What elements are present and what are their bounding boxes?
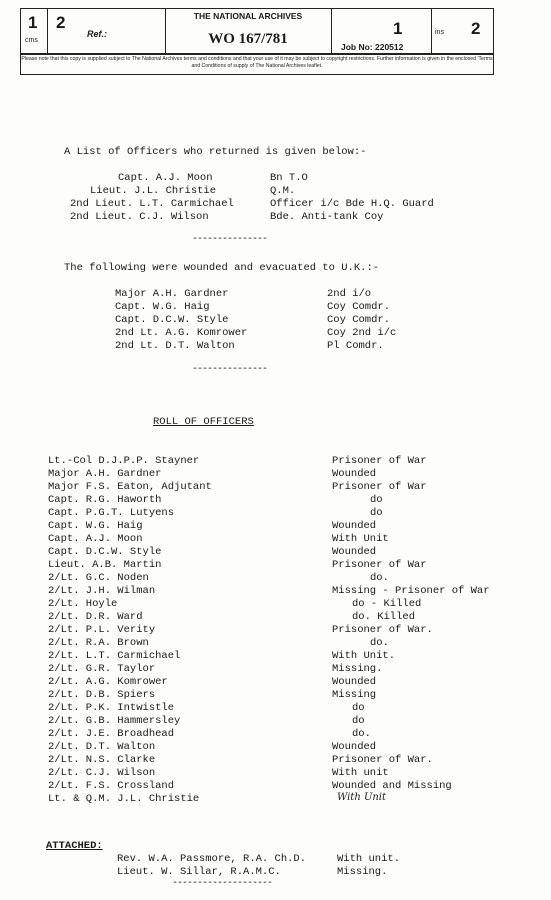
scale-number: 1	[28, 13, 38, 32]
scale-box-ins	[431, 9, 493, 53]
roll-status: Wounded	[332, 676, 377, 688]
returned-role: Q.M.	[270, 185, 296, 197]
roll-name: 2/Lt. D.R. Ward	[48, 611, 143, 623]
roll-name: 2/Lt. F.S. Crossland	[48, 780, 175, 792]
scale-unit: ins	[435, 29, 444, 36]
roll-name: 2/Lt. G.C. Noden	[48, 572, 149, 584]
scale-number: 2	[471, 19, 481, 38]
returned-role: Officer i/c Bde H.Q. Guard	[270, 198, 434, 210]
wounded-role: Pl Comdr.	[327, 340, 384, 352]
wounded-role: Coy Comdr.	[327, 301, 391, 313]
returned-name: 2nd Lieut. L.T. Carmichael	[70, 198, 234, 210]
wounded-name: Capt. W.G. Haig	[115, 301, 210, 313]
roll-status: Prisoner of War	[332, 481, 427, 493]
roll-status: do	[352, 715, 365, 727]
roll-name: 2/Lt. A.G. Komrower	[48, 676, 168, 688]
roll-status: do.	[352, 728, 371, 740]
scale-number: 2	[56, 13, 66, 32]
roll-name: Capt. P.G.T. Lutyens	[48, 507, 175, 519]
scale-unit: cms	[25, 37, 38, 44]
roll-status: do - Killed	[352, 598, 422, 610]
roll-name: Major F.S. Eaton, Adjutant	[48, 481, 212, 493]
roll-name: 2/Lt. G.R. Taylor	[48, 663, 156, 675]
copyright-notice: Please note that this copy is supplied subject to The National Archives terms and conditions and that your use of it may be subject to copyright restrictions. Further information is given in the enclosed 'Terms and Conditions of supply of The National Archives leaflet.	[20, 54, 494, 75]
wounded-role: Coy 2nd i/c	[327, 327, 397, 339]
attached-status: With unit.	[337, 853, 401, 865]
roll-status: Prisoner of War	[332, 559, 427, 571]
returned-heading: A List of Officers who returned is given below:-	[64, 146, 367, 158]
separator-line: ---------------	[192, 234, 268, 245]
attached-status: Missing.	[337, 866, 388, 878]
roll-name: 2/Lt. Hoyle	[48, 598, 118, 610]
wounded-name: Major A.H. Gardner	[115, 288, 229, 300]
roll-name: Capt. A.J. Moon	[48, 533, 143, 545]
wounded-heading: The following were wounded and evacuated to U.K.:-	[64, 262, 380, 274]
handwritten-status: With Unit	[337, 792, 387, 803]
roll-status: Missing.	[332, 663, 383, 675]
returned-name: Capt. A.J. Moon	[118, 172, 213, 184]
roll-status: do.	[370, 572, 389, 584]
wounded-name: 2nd Lt. D.T. Walton	[115, 340, 235, 352]
roll-heading: ROLL OF OFFICERS	[153, 416, 254, 428]
roll-name: 2/Lt. D.B. Spiers	[48, 689, 156, 701]
archive-reference-header	[20, 8, 494, 54]
roll-status: Missing - Prisoner of War	[332, 585, 490, 597]
roll-status: do. Killed	[352, 611, 416, 623]
roll-name: Lieut. A.B. Martin	[48, 559, 162, 571]
attached-name: Lieut. W. Sillar, R.A.M.C.	[117, 866, 281, 878]
roll-name: Capt. R.G. Haworth	[48, 494, 162, 506]
roll-name: Capt. W.G. Haig	[48, 520, 143, 532]
roll-status: Wounded	[332, 546, 377, 558]
document-reference: WO 167/781	[208, 31, 288, 47]
roll-name: 2/Lt. P.L. Verity	[48, 624, 156, 636]
roll-status: Wounded	[332, 741, 377, 753]
roll-status: Prisoner of War.	[332, 754, 433, 766]
roll-status: do.	[370, 637, 389, 649]
roll-name: 2/Lt. L.T. Carmichael	[48, 650, 181, 662]
roll-name: Lt.-Col D.J.P.P. Stayner	[48, 455, 200, 467]
roll-status: Wounded and Missing	[332, 780, 452, 792]
roll-status: Wounded	[332, 468, 377, 480]
roll-name: 2/Lt. N.S. Clarke	[48, 754, 156, 766]
attached-label: ATTACHED:	[46, 840, 103, 852]
returned-role: Bn T.O	[270, 172, 308, 184]
returned-name: Lieut. J.L. Christie	[90, 185, 217, 197]
scale-box-cms	[21, 9, 48, 53]
roll-status: Prisoner of War	[332, 455, 427, 467]
wounded-name: 2nd Lt. A.G. Komrower	[115, 327, 248, 339]
roll-status: Wounded	[332, 520, 377, 532]
attached-name: Rev. W.A. Passmore, R.A. Ch.D.	[117, 853, 307, 865]
roll-name: Lt. & Q.M. J.L. Christie	[48, 793, 200, 805]
roll-name: 2/Lt. D.T. Walton	[48, 741, 156, 753]
roll-status: do	[370, 507, 383, 519]
roll-status: do	[352, 702, 365, 714]
separator-line: ---------------	[192, 364, 268, 375]
reference-box	[165, 9, 332, 53]
scale-number: 1	[393, 19, 403, 38]
wounded-role: Coy Comdr.	[327, 314, 391, 326]
ref-label: Ref.:	[87, 29, 107, 39]
roll-name: 2/Lt. P.K. Intwistle	[48, 702, 175, 714]
job-number: Job No: 220512	[341, 42, 404, 52]
roll-name: 2/Lt. C.J. Wilson	[48, 767, 156, 779]
roll-name: Major A.H. Gardner	[48, 468, 162, 480]
returned-name: 2nd Lieut. C.J. Wilson	[70, 211, 209, 223]
archive-name: THE NATIONAL ARCHIVES	[193, 11, 303, 21]
roll-status: With unit	[332, 767, 389, 779]
roll-status: Missing	[332, 689, 377, 701]
roll-name: Capt. D.C.W. Style	[48, 546, 162, 558]
returned-role: Bde. Anti-tank Coy	[270, 211, 384, 223]
wounded-name: Capt. D.C.W. Style	[115, 314, 229, 326]
roll-status: do	[370, 494, 383, 506]
ref-box	[47, 9, 166, 53]
roll-name: 2/Lt. G.B. Hammersley	[48, 715, 181, 727]
wounded-role: 2nd i/o	[327, 288, 372, 300]
separator-line: --------------------	[172, 878, 273, 889]
roll-status: Prisoner of War.	[332, 624, 433, 636]
roll-name: 2/Lt. J.E. Broadhead	[48, 728, 175, 740]
job-box	[331, 9, 432, 53]
roll-name: 2/Lt. R.A. Brown	[48, 637, 149, 649]
roll-status: With Unit	[332, 533, 389, 545]
roll-name: 2/Lt. J.H. Wilman	[48, 585, 156, 597]
roll-status: With Unit.	[332, 650, 396, 662]
